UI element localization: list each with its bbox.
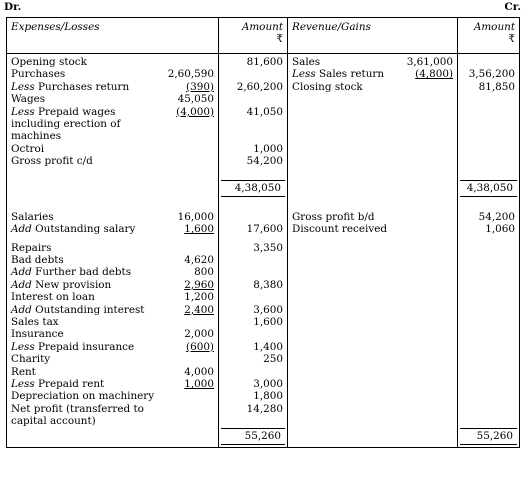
ledger-entry bbox=[288, 81, 457, 93]
entry-label: Less Prepaid rent bbox=[11, 377, 105, 390]
entry-label: Depreciation on machinery bbox=[11, 390, 155, 403]
revenue-gains-header: Revenue/Gains bbox=[288, 18, 458, 54]
ledger-entry bbox=[7, 143, 218, 155]
entry-amount: 3,350 bbox=[253, 241, 283, 254]
ledger-entry bbox=[7, 279, 218, 291]
entry-label: Interest on loan bbox=[11, 291, 95, 304]
entry-label: Rent bbox=[11, 365, 36, 378]
entry-label: Less Prepaid insurance bbox=[11, 340, 135, 353]
ledger-entry bbox=[7, 353, 218, 365]
ledger-entry bbox=[7, 378, 218, 390]
entry-label: Octroi bbox=[11, 142, 45, 155]
entry-amount bbox=[219, 266, 287, 278]
entry-amount bbox=[219, 211, 287, 223]
entry-amount bbox=[219, 118, 287, 130]
ledger-entry: Less Prepaid wages (4,000) including erection of machines bbox=[11, 105, 214, 143]
entry-amount: 14,280 bbox=[246, 402, 283, 415]
entry-subamount: 1,000 bbox=[184, 377, 214, 390]
pl-total-row bbox=[7, 428, 520, 448]
entry-subamount: 4,000 bbox=[184, 365, 214, 378]
entry-amount: 2,60,200 bbox=[236, 80, 283, 93]
pl-total-right: 55,260 bbox=[460, 428, 517, 445]
entry-amount bbox=[219, 415, 287, 427]
entry-amount: 81,600 bbox=[246, 56, 283, 68]
ledger-entry bbox=[288, 211, 457, 223]
entry-label: capital account) bbox=[11, 415, 96, 428]
pl-total-left: 55,260 bbox=[221, 428, 285, 445]
entry-subamount: (4,000) bbox=[176, 105, 214, 118]
rupee-symbol: ₹ bbox=[276, 33, 283, 46]
entry-subamount: 4,620 bbox=[184, 254, 214, 267]
entry-amount bbox=[219, 254, 287, 266]
entry-subamount: (390) bbox=[186, 80, 214, 93]
entry-label: Bad debts bbox=[11, 254, 64, 267]
entry-label: Add Outstanding interest bbox=[11, 303, 145, 316]
entry-label: Add Outstanding salary bbox=[11, 223, 136, 236]
entry-label: Gross profit b/d bbox=[292, 210, 375, 223]
entry-amount: 81,850 bbox=[478, 80, 515, 93]
entry-label: Salaries bbox=[11, 210, 54, 223]
ledger-entry bbox=[7, 56, 218, 68]
entry-amount: 54,200 bbox=[246, 155, 283, 168]
entry-label: Less Sales return bbox=[292, 68, 385, 81]
entry-subamount: (600) bbox=[186, 340, 214, 353]
entry-subamount: 2,000 bbox=[184, 328, 214, 341]
ledger-entry bbox=[7, 242, 218, 254]
trading-revenue-list bbox=[288, 54, 458, 180]
entry-amount: 1,400 bbox=[253, 340, 283, 353]
trading-total-right: 4,38,050 bbox=[460, 180, 517, 197]
entry-label: Insurance bbox=[11, 328, 64, 341]
pl-expenses-amounts bbox=[219, 211, 288, 428]
entry-label: Sales tax bbox=[11, 316, 59, 329]
trading-total-left: 4,38,050 bbox=[221, 180, 285, 197]
entry-label: Repairs bbox=[11, 241, 52, 254]
entry-amount: 1,800 bbox=[253, 390, 283, 403]
left-amount-header: Amount ₹ bbox=[219, 18, 288, 54]
entry-label: Purchases bbox=[11, 68, 66, 81]
entry-amount: 1,000 bbox=[253, 142, 283, 155]
entry-subamount: 3,61,000 bbox=[406, 56, 453, 68]
ledger-entry bbox=[288, 223, 457, 235]
entry-amount: 250 bbox=[263, 353, 283, 366]
ledger-entry bbox=[7, 366, 218, 378]
column-header-row bbox=[7, 18, 520, 54]
entry-amount: 1,600 bbox=[253, 316, 283, 329]
ledger-entry bbox=[7, 93, 218, 105]
ledger-entry bbox=[7, 328, 218, 340]
entry-amount: 54,200 bbox=[478, 210, 515, 223]
ledger-entry bbox=[288, 56, 457, 68]
entry-subamount: 16,000 bbox=[177, 210, 214, 223]
entry-amount: 17,600 bbox=[246, 223, 283, 236]
debit-label: Dr. bbox=[4, 1, 22, 13]
ledger-entry bbox=[7, 211, 218, 223]
entry-label: Add New provision bbox=[11, 278, 112, 291]
entry-subamount: 1,600 bbox=[184, 223, 214, 236]
entry-amount bbox=[219, 366, 287, 378]
ledger-entry bbox=[7, 81, 218, 93]
entry-amount bbox=[219, 68, 287, 80]
entry-amount bbox=[219, 328, 287, 340]
ledger-entry bbox=[288, 68, 457, 80]
ledger-entry bbox=[7, 223, 218, 235]
entry-label: Wages bbox=[11, 93, 46, 106]
trading-section bbox=[7, 54, 520, 180]
ledger-entry bbox=[7, 390, 218, 402]
right-amount-header: Amount ₹ bbox=[458, 18, 520, 54]
entry-amount: 3,000 bbox=[253, 377, 283, 390]
trading-total-row bbox=[7, 180, 520, 197]
entry-prefix: Less bbox=[11, 105, 35, 118]
entry-amount: 1,060 bbox=[485, 223, 515, 236]
pl-gains-amounts bbox=[458, 211, 520, 428]
entry-prefix: Less bbox=[292, 68, 316, 81]
trading-expenses-amounts bbox=[219, 54, 288, 180]
entry-amount bbox=[219, 93, 287, 105]
entry-subamount: 45,050 bbox=[177, 93, 214, 106]
entry-subamount: 800 bbox=[194, 266, 214, 279]
trading-expenses-list bbox=[7, 54, 219, 180]
entry-subamount: 2,960 bbox=[184, 278, 214, 291]
ledger-entry bbox=[7, 68, 218, 80]
entry-label: Opening stock bbox=[11, 56, 87, 68]
entry-amount: 3,600 bbox=[253, 303, 283, 316]
entry-label: Net profit (transferred to bbox=[11, 402, 144, 415]
entry-label: Closing stock bbox=[292, 80, 363, 93]
entry-amount bbox=[219, 291, 287, 303]
expenses-losses-header: Expenses/Losses bbox=[7, 18, 219, 54]
entry-subamount: 2,60,590 bbox=[167, 68, 214, 81]
entry-label: Charity bbox=[11, 353, 51, 366]
entry-amount: 41,050 bbox=[246, 105, 283, 118]
entry-subamount: 2,400 bbox=[184, 303, 214, 316]
trading-revenue-amounts bbox=[458, 54, 520, 180]
ledger-entry bbox=[7, 341, 218, 353]
profit-loss-section bbox=[7, 211, 520, 428]
pl-expenses-list bbox=[7, 211, 219, 428]
entry-label: Add Further bad debts bbox=[11, 266, 132, 279]
entry-amount bbox=[219, 130, 287, 142]
rupee-symbol: ₹ bbox=[508, 33, 515, 46]
ledger-entry bbox=[7, 304, 218, 316]
ledger-entry bbox=[7, 155, 218, 167]
ledger-entry bbox=[7, 254, 218, 266]
entry-subamount: (4,800) bbox=[415, 68, 453, 81]
ledger-entry bbox=[7, 403, 218, 428]
entry-subamount: 1,200 bbox=[184, 291, 214, 304]
entry-label: Gross profit c/d bbox=[11, 155, 93, 168]
ledger-entry bbox=[7, 291, 218, 303]
entry-amount: 3,56,200 bbox=[468, 68, 515, 81]
entry-label: Sales bbox=[292, 56, 321, 68]
trading-pl-account-table bbox=[6, 17, 520, 448]
credit-label: Cr. bbox=[504, 1, 521, 13]
ledger-entry bbox=[7, 316, 218, 328]
entry-amount: 8,380 bbox=[253, 278, 283, 291]
entry-label: Less Purchases return bbox=[11, 80, 130, 93]
entry-amount bbox=[458, 56, 519, 68]
ledger-entry bbox=[7, 266, 218, 278]
pl-gains-list bbox=[288, 211, 458, 428]
entry-label: Discount received bbox=[292, 223, 388, 236]
